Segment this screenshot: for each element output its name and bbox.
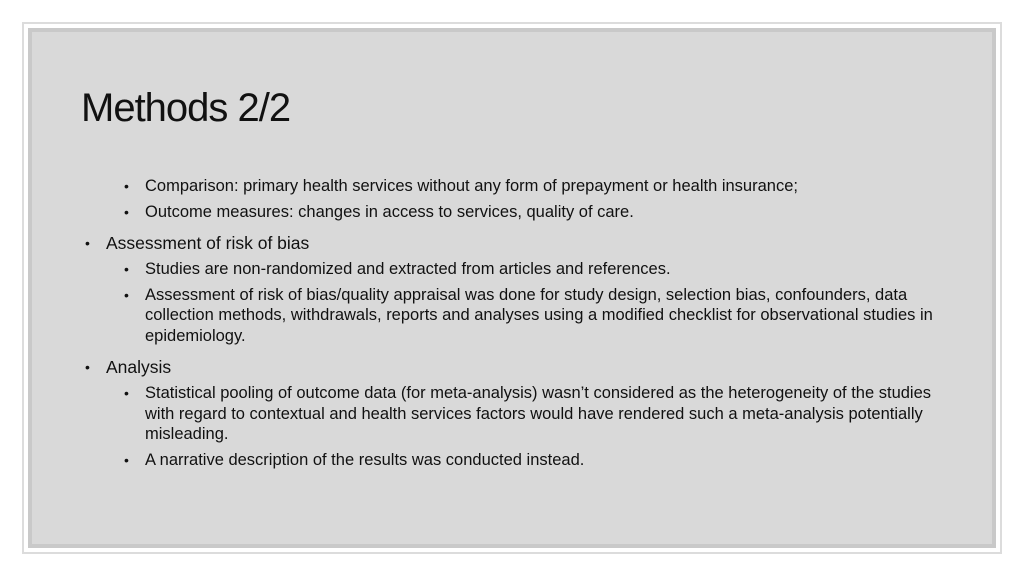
bullet-analysis: • Analysis [76,357,956,378]
bullet-non-randomized: • Studies are non-randomized and extracted from articles and references. [76,259,956,280]
bullet-list [76,176,956,470]
bullet-quality-appraisal: • Assessment of risk of bias/quality appraisal was done for study design, selection bias, confounders, data collection methods, withdrawals, reports and analyses using a modified checklist for observational studies in epidemiology. [76,285,956,347]
bullet-comparison: • Comparison: primary health services without any form of prepayment or health insurance; [76,176,956,197]
slide-content [76,176,956,470]
bullet-outcome-measures: • Outcome measures: changes in access to services, quality of care. [76,202,956,223]
bullet-statistical-pooling: • Statistical pooling of outcome data (for meta-analysis) wasn’t considered as the heterogeneity of the studies with regard to contextual and health services factors would have rendered such a meta-analysis potentially misleading. [76,383,956,445]
slide-title: Methods 2/2 [81,86,291,130]
slide-frame [22,22,1002,554]
bullet-risk-of-bias: • Assessment of risk of bias [76,233,956,254]
bullet-narrative-description: • A narrative description of the results was conducted instead. [76,450,956,471]
slide [28,28,996,548]
